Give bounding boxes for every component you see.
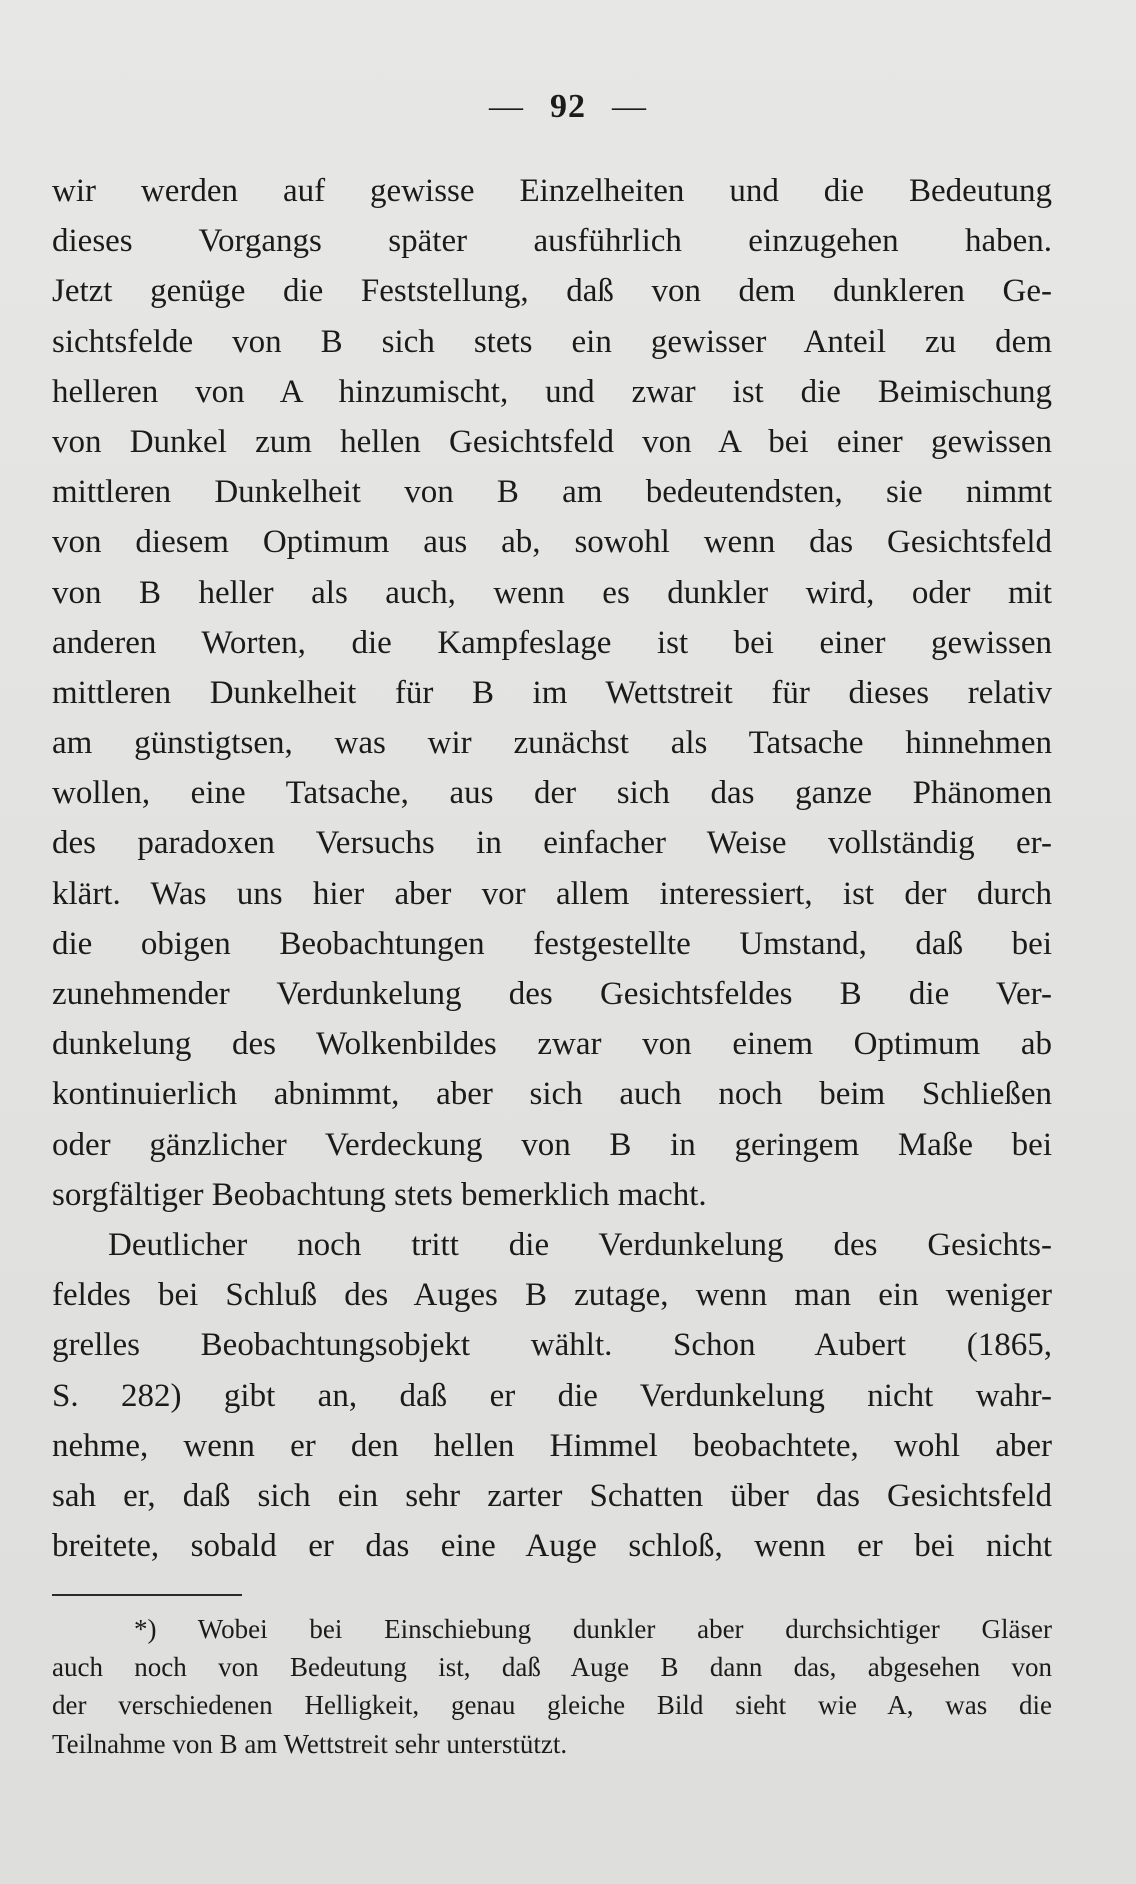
body-line: anderen Worten, die Kampfeslage ist bei einer gewissen: [52, 624, 1052, 661]
body-line: sorgfältiger Beobachtung stets bemerklich macht.: [52, 1176, 707, 1213]
body-line: breitete, sobald er das eine Auge schloß, wenn er bei nicht: [52, 1528, 1052, 1565]
body-line: von B heller als auch, wenn es dunkler wird, oder mit: [52, 574, 1052, 611]
body-line: die obigen Beobachtungen festgestellte Umstand, daß bei: [52, 925, 1052, 962]
body-line: zunehmender Verdunkelung des Gesichtsfeldes B die Ver-: [52, 976, 1052, 1012]
body-text: [52, 166, 1052, 1571]
body-line: wollen, eine Tatsache, aus der sich das ganze Phänomen: [52, 775, 1052, 812]
footnote-line: Teilnahme von B am Wettstreit sehr unterstützt.: [52, 1728, 568, 1759]
body-line: helleren von A hinzumischt, und zwar ist die Beimischung: [52, 373, 1052, 410]
body-line: des paradoxen Versuchs in einfacher Weise vollständig er-: [52, 825, 1052, 862]
body-line: S. 282) gibt an, daß er die Verdunkelung nicht wahr-: [52, 1377, 1052, 1414]
body-line: dieses Vorgangs später ausführlich einzugehen haben.: [52, 223, 1052, 260]
body-line: kontinuierlich abnimmt, aber sich auch noch beim Schließen: [52, 1076, 1052, 1113]
body-line: grelles Beobachtungsobjekt wählt. Schon Aubert (1865,: [52, 1327, 1052, 1364]
footnote-line: der verschiedenen Helligkeit, genau gleiche Bild sieht wie A, was die: [52, 1690, 1052, 1721]
header-dash-left: —: [489, 88, 524, 125]
page-header: [0, 88, 1136, 126]
body-line: am günstigtsen, was wir zunächst als Tatsache hinnehmen: [52, 725, 1052, 762]
body-line: mittleren Dunkelheit von B am bedeutendsten, sie nimmt: [52, 474, 1052, 511]
footnote-rule: [52, 1594, 242, 1596]
page-number: 92: [550, 88, 586, 125]
footnote: [52, 1610, 1052, 1763]
body-line: klärt. Was uns hier aber vor allem interessiert, ist der durch: [52, 875, 1052, 912]
body-line: mittleren Dunkelheit für B im Wettstreit für dieses relativ: [52, 674, 1052, 711]
body-line: Jetzt genüge die Feststellung, daß von dem dunkleren Ge-: [52, 273, 1052, 310]
body-line: dunkelung des Wolkenbildes zwar von einem Optimum ab: [52, 1026, 1052, 1063]
body-line: oder gänzlicher Verdeckung von B in geringem Maße bei: [52, 1126, 1052, 1163]
body-line: Deutlicher noch tritt die Verdunkelung des Gesichts-: [108, 1226, 1052, 1263]
footnote-line: *) Wobei bei Einschiebung dunkler aber durchsichtiger Gläser: [134, 1614, 1052, 1644]
body-line: wir werden auf gewisse Einzelheiten und die Bedeutung: [52, 173, 1052, 209]
body-line: von diesem Optimum aus ab, sowohl wenn das Gesichtsfeld: [52, 524, 1052, 561]
body-line: nehme, wenn er den hellen Himmel beobachtete, wohl aber: [52, 1427, 1052, 1464]
header-dash-right: —: [612, 88, 647, 125]
body-line: sah er, daß sich ein sehr zarter Schatten über das Gesichtsfeld: [52, 1477, 1052, 1514]
footnote-line: auch noch von Bedeutung ist, daß Auge B dann das, abgesehen von: [52, 1652, 1052, 1683]
body-line: feldes bei Schluß des Auges B zutage, wenn man ein weniger: [52, 1277, 1052, 1314]
body-line: sichtsfelde von B sich stets ein gewisser Anteil zu dem: [52, 323, 1052, 360]
body-line: von Dunkel zum hellen Gesichtsfeld von A bei einer gewissen: [52, 423, 1052, 460]
